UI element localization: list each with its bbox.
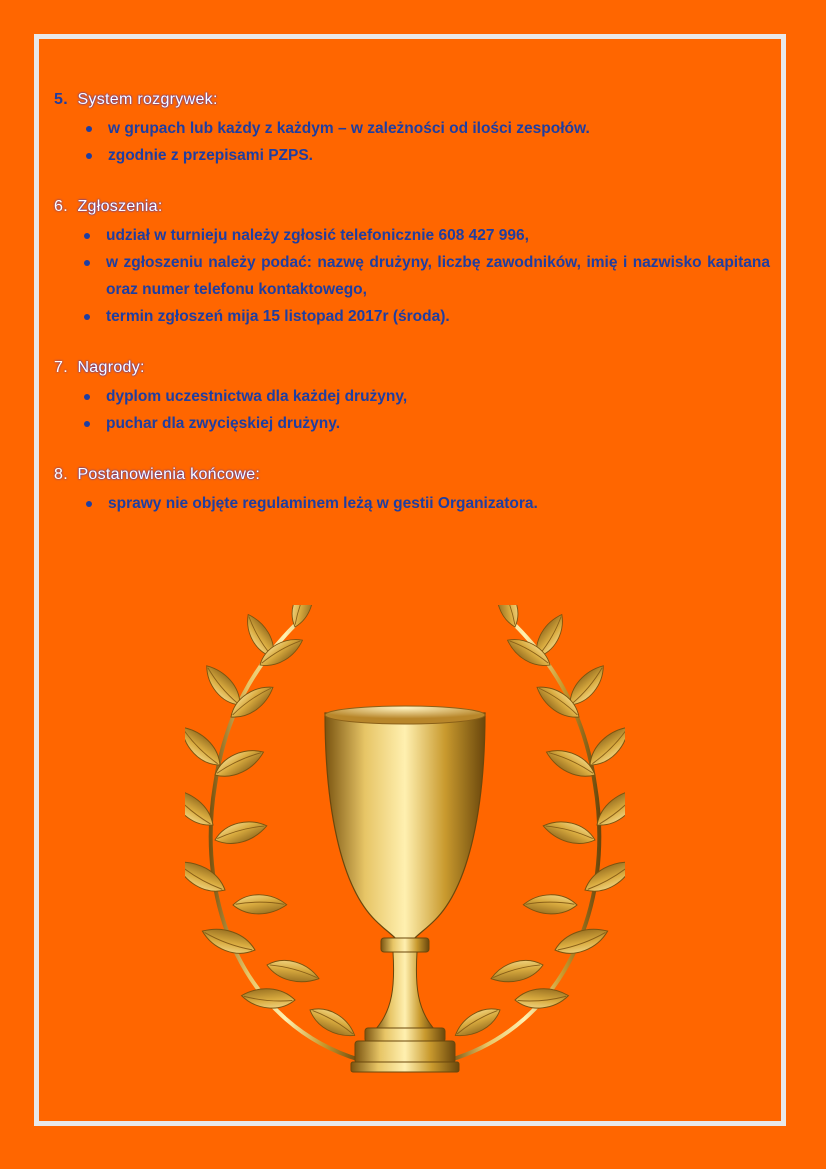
section-number: 6. [54, 198, 68, 215]
bullet-icon [86, 126, 92, 132]
section-heading [54, 464, 770, 486]
bullet-icon [84, 233, 90, 239]
list-item [54, 222, 770, 249]
list-item [54, 383, 770, 410]
section-list [54, 222, 770, 330]
regulations-content [54, 89, 770, 544]
list-item-text: termin zgłoszeń mija 15 listopad 2017r (środa). [106, 308, 450, 325]
list-item [54, 142, 770, 169]
section-heading [54, 196, 770, 218]
list-item [54, 115, 770, 142]
list-item-text: w grupach lub każdy z każdym – w zależności od ilości zespołów. [108, 120, 590, 137]
bullet-icon [86, 501, 92, 507]
section-title: System rozgrywek: [77, 91, 218, 108]
list-item-text: dyplom uczestnictwa dla każdej drużyny, [106, 388, 408, 405]
section-postanowienia [54, 464, 770, 517]
section-list [54, 383, 770, 437]
list-item [54, 490, 770, 517]
bullet-icon [84, 394, 90, 400]
list-item-text: udział w turnieju należy zgłosić telefonicznie 608 427 996, [106, 227, 529, 244]
list-item-text: puchar dla zwycięskiej drużyny. [106, 415, 341, 432]
section-heading [54, 89, 770, 111]
section-heading [54, 357, 770, 379]
section-number: 8. [54, 466, 68, 483]
list-item-text: w zgłoszeniu należy podać: nazwę drużyny, liczbę zawodników, imię i nazwisko kapitana oraz numer telefonu kontaktowego, [106, 254, 770, 298]
trophy-image [185, 605, 625, 1085]
section-number: 5. [54, 91, 68, 108]
section-zgloszenia [54, 196, 770, 330]
list-item [54, 410, 770, 437]
section-list [54, 115, 770, 169]
section-title: Nagrody: [77, 359, 145, 376]
section-list [54, 490, 770, 517]
section-number: 7. [54, 359, 68, 376]
list-item [54, 249, 770, 303]
list-item-text: sprawy nie objęte regulaminem leżą w gestii Organizatora. [108, 495, 538, 512]
list-item [54, 303, 770, 330]
bullet-icon [84, 260, 90, 266]
section-title: Zgłoszenia: [77, 198, 163, 215]
bullet-icon [86, 153, 92, 159]
section-system-rozgrywek [54, 89, 770, 169]
bullet-icon [84, 421, 90, 427]
section-title: Postanowienia końcowe: [77, 466, 261, 483]
section-nagrody [54, 357, 770, 437]
trophy-laurel-icon [185, 605, 625, 1085]
bullet-icon [84, 314, 90, 320]
list-item-text: zgodnie z przepisami PZPS. [108, 147, 313, 164]
